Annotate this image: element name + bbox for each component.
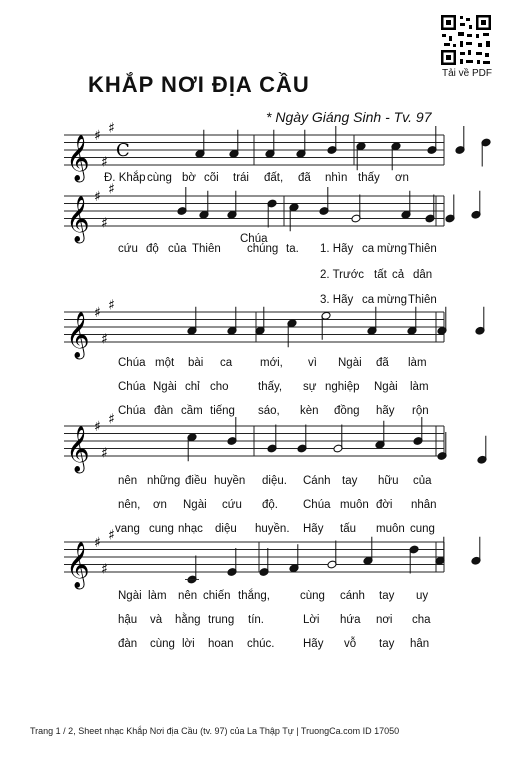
sharp-icon: ♯ (94, 305, 101, 321)
lyric-word: đời (376, 499, 393, 511)
lyric-word: Lời (303, 614, 320, 626)
song-title: KHẮP NƠI ĐỊA CẦU (88, 72, 310, 97)
lyric-word: Ngài (183, 499, 207, 511)
sharp-icon: ♯ (94, 189, 101, 205)
lyric-word: một (155, 357, 175, 369)
sharp-icon: ♯ (108, 297, 115, 314)
lyric-word: tiếng (210, 405, 235, 417)
lyric-word: Thiên (192, 243, 221, 255)
lyric-word: vỗ (344, 638, 357, 650)
sharp-icon: ♯ (108, 527, 115, 544)
lyric-word: cung (149, 523, 174, 535)
lyric-word: đàn (118, 638, 138, 650)
lyric-word: Hãy (303, 638, 324, 650)
treble-clef-icon: 𝄞 (66, 542, 90, 588)
lyric-word: ca (220, 357, 233, 369)
lyric-word: sáo, (258, 405, 280, 417)
treble-clef-icon: 𝄞 (66, 312, 90, 358)
lyric-word: lời (182, 638, 195, 650)
lyric-word: hứa (340, 614, 361, 626)
lyric-word: Hãy (303, 523, 324, 535)
lyric-word: vang (115, 523, 140, 535)
lyric-word: Ngài (374, 381, 398, 393)
lyric-word: nghiệp (325, 381, 360, 393)
lyric-word: Chúa (303, 499, 331, 511)
lyric-word: hãy (376, 405, 395, 417)
sharp-icon: ♯ (108, 181, 115, 198)
lyric-word: Ngài (118, 590, 142, 602)
lyric-word: rộn (412, 405, 429, 417)
lyric-word: cùng (150, 638, 175, 650)
lyric-word: chỉ (185, 381, 200, 393)
sharp-icon: ♯ (94, 419, 101, 435)
lyric-word: Thiên (408, 294, 437, 306)
treble-clef-icon: 𝄞 (66, 196, 90, 242)
lyric-word: mừng (377, 243, 408, 255)
lyric-word: diệu. (262, 475, 287, 487)
lyric-word: Đ. Khắp (104, 172, 146, 184)
sharp-icon: ♯ (94, 535, 101, 551)
treble-clef-icon: 𝄞 (66, 135, 90, 181)
lyric-word: huyền (214, 475, 246, 487)
lyric-word: ta. (286, 243, 299, 255)
lyric-word: Chúa (240, 233, 268, 245)
sharp-icon: ♯ (108, 120, 115, 137)
lyric-word: ca (362, 243, 375, 255)
lyric-word: uy (416, 590, 429, 602)
sharp-icon: ♯ (101, 561, 108, 578)
lyric-word: cùng (147, 172, 172, 184)
lyric-word: điều (185, 475, 207, 487)
lyric-word: Thiên (408, 243, 437, 255)
lyric-word: mừng (377, 294, 408, 306)
lyric-word: hoan (208, 638, 234, 650)
lyric-word: Cánh (303, 475, 331, 487)
lyric-word: nơi (376, 614, 393, 626)
lyric-word: dân (413, 269, 433, 281)
lyric-word: 3. Hãy (320, 294, 354, 306)
lyric-word: trung (208, 614, 235, 626)
lyric-word: cung (410, 523, 435, 535)
lyric-word: cầm (181, 405, 203, 417)
song-subtitle: * Ngày Giáng Sinh - Tv. 97 (266, 109, 432, 125)
lyric-word: vì (308, 357, 317, 369)
lyric-word: làm (408, 357, 427, 369)
lyric-word: muôn (340, 499, 369, 511)
lyric-word: chiến (203, 590, 231, 602)
lyric-word: nhạc (178, 523, 203, 535)
lyric-word: làm (148, 590, 167, 602)
lyric-word: nhìn (325, 172, 348, 184)
lyric-word: bờ (182, 172, 196, 184)
lyric-word: Chúa (118, 405, 146, 417)
lyric-word: cùng (300, 590, 325, 602)
lyric-word: diệu (215, 523, 237, 535)
lyric-word: sự (303, 381, 317, 393)
lyric-word: tay (379, 590, 395, 602)
lyric-word: cả (392, 269, 405, 281)
lyric-word: đồng (334, 405, 360, 417)
sharp-icon: ♯ (101, 331, 108, 348)
lyric-word: độ (146, 243, 159, 255)
time-signature: C (116, 140, 130, 161)
lyric-word: đã (298, 172, 311, 184)
lyric-word: cha (412, 614, 431, 626)
lyric-word: đã (376, 357, 389, 369)
lyric-word: đàn (154, 405, 174, 417)
lyric-word: cõi (204, 172, 219, 184)
lyric-word: đất, (264, 172, 284, 184)
lyric-word: 2. Trước (320, 269, 364, 281)
lyric-word: hân (410, 638, 430, 650)
lyric-word: nhân (411, 499, 437, 511)
sharp-icon: ♯ (94, 128, 101, 144)
lyric-word: những (147, 475, 181, 487)
lyric-word: làm (410, 381, 429, 393)
lyric-word: bài (188, 357, 204, 369)
page-footer: Trang 1 / 2, Sheet nhạc Khắp Nơi địa Cầu (tv. 97) của La Thập Tự | TruongCa.com ID 17050 (30, 726, 400, 736)
lyric-word: ơn (395, 172, 409, 184)
lyric-word: thấy (358, 172, 380, 184)
lyric-word: độ. (262, 499, 278, 511)
lyric-word: cánh (340, 590, 365, 602)
lyric-word: Ngài (153, 381, 177, 393)
lyric-word: của (413, 475, 432, 487)
sharp-icon: ♯ (101, 445, 108, 462)
lyric-word: chúc. (247, 638, 275, 650)
download-pdf-link[interactable]: Tải về PDF (441, 68, 492, 79)
lyric-word: tay (379, 638, 395, 650)
lyric-word: thắng, (238, 590, 270, 602)
sharp-icon: ♯ (108, 411, 115, 428)
lyric-word: của (168, 243, 187, 255)
lyric-word: ca (362, 294, 375, 306)
lyric-word: hậu (118, 614, 138, 626)
lyric-word: huyền. (255, 523, 290, 535)
lyric-word: và (150, 614, 163, 626)
lyric-word: tín. (248, 614, 264, 626)
lyric-word: Chúa (118, 381, 146, 393)
lyric-word: chúng (247, 243, 279, 255)
sharp-icon: ♯ (101, 215, 108, 232)
lyric-word: Ngài (338, 357, 362, 369)
lyric-word: tay (342, 475, 358, 487)
lyric-word: nên, (118, 499, 141, 511)
qr-code-icon[interactable] (440, 14, 492, 66)
lyric-word: cứu (222, 499, 242, 511)
sharp-icon: ♯ (101, 154, 108, 171)
lyric-word: cho (210, 381, 229, 393)
lyric-word: nên (118, 475, 138, 487)
treble-clef-icon: 𝄞 (66, 426, 90, 472)
lyric-word: mới, (260, 357, 283, 369)
lyric-word: trái (233, 172, 249, 184)
lyric-word: hằng (175, 614, 201, 626)
lyric-word: tấu (340, 523, 356, 535)
lyric-word: cứu (118, 243, 138, 255)
lyric-word: muôn (376, 523, 405, 535)
lyric-word: thấy, (258, 381, 283, 393)
lyric-word: ơn (153, 499, 167, 511)
lyric-word: hữu (378, 475, 399, 487)
lyric-word: 1. Hãy (320, 243, 354, 255)
lyric-word: nên (178, 590, 198, 602)
lyric-word: kèn (300, 405, 319, 417)
lyric-word: Chúa (118, 357, 146, 369)
lyric-word: tất (374, 269, 387, 281)
